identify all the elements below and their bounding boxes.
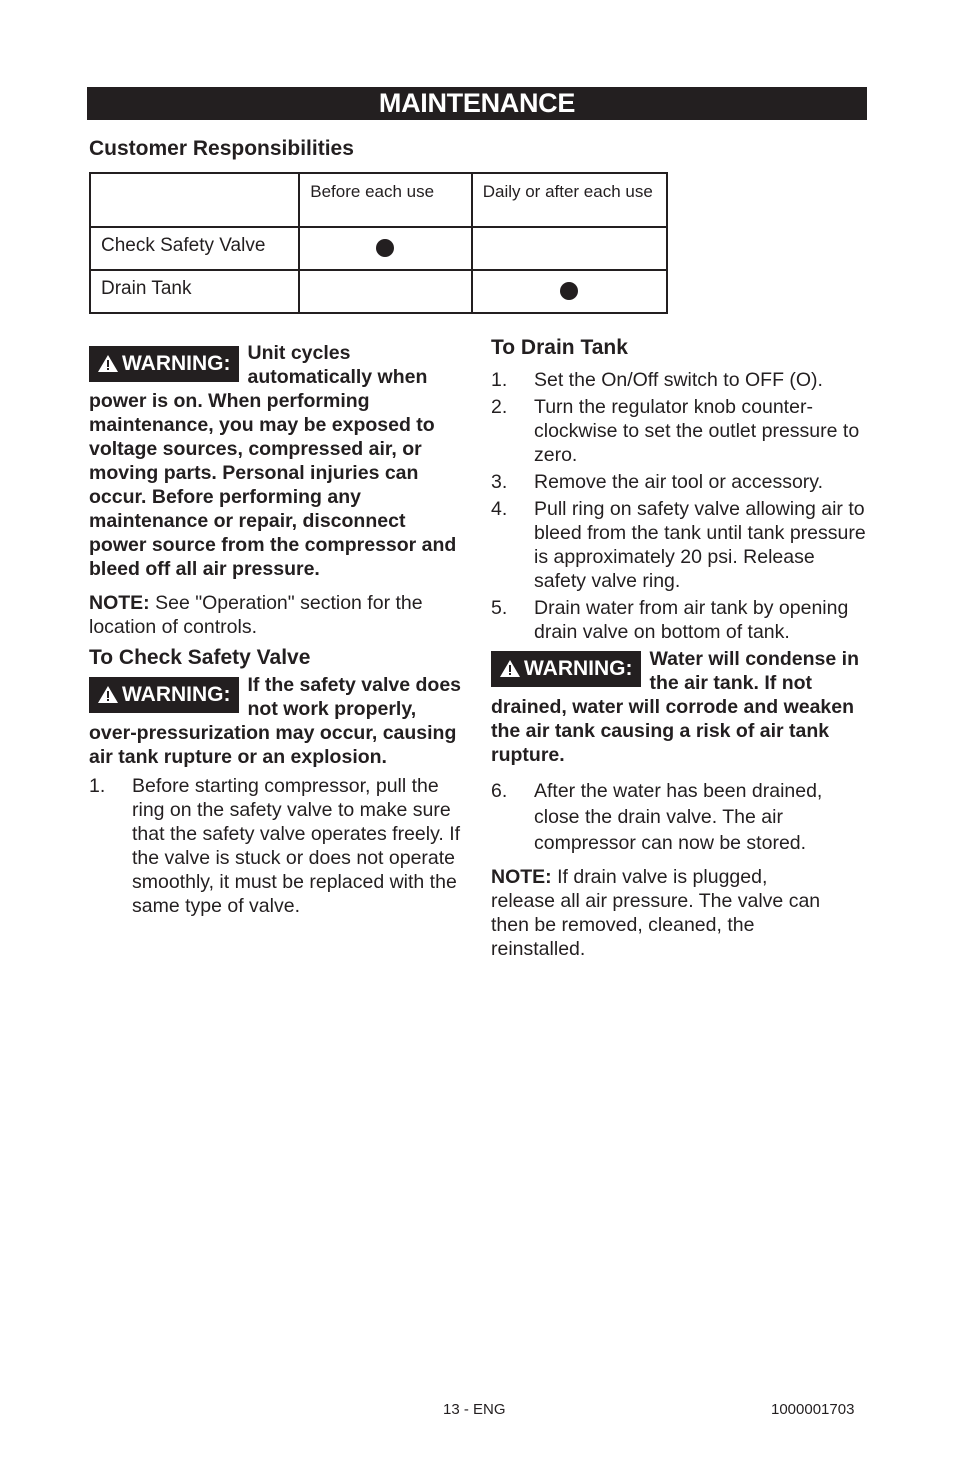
warning-text: not drained, water will corrode and weaken the air tank causing a risk of air tank rupture.: [491, 672, 855, 766]
step-number: 6.: [491, 780, 508, 802]
note-label: NOTE:: [491, 866, 552, 888]
warning-label: WARNING:: [524, 657, 633, 680]
warning-general: [89, 341, 464, 581]
list-item: [89, 774, 464, 918]
list-item: [491, 395, 869, 467]
note-controls: [89, 591, 464, 639]
warning-text: properly, over-pressurization may occur, causing air tank rupture or an explosion.: [89, 698, 457, 768]
step-number: 1.: [89, 775, 106, 797]
warning-text: power is on. When performing maintenance, you may be exposed to voltage sources, compressed air, or moving parts. Personal injuries can occur. Before performing any maintenance or repair, disconnect power source from the compressor and bleed off all air pressure.: [89, 390, 457, 580]
step-text: Turn the regulator knob counter-clockwise to set the outlet pressure to zero.: [534, 396, 860, 466]
warning-triangle-icon: [97, 354, 119, 373]
warning-lead: Unit cycles automatically when: [247, 342, 428, 388]
warning-label: WARNING:: [122, 683, 231, 706]
table-cell-daily: [472, 270, 667, 313]
right-column: [491, 336, 869, 961]
table-row: [90, 227, 667, 270]
table-row-label: Drain Tank: [90, 270, 299, 313]
warning-label: WARNING:: [122, 352, 231, 375]
note-text: If drain valve is plugged, release all air pressure. The valve can then be removed, cleaned, the reinstalled.: [491, 866, 821, 960]
document-number: 1000001703: [771, 1401, 855, 1418]
drain-tank-steps-after: [491, 778, 869, 856]
note-label: NOTE:: [89, 592, 150, 614]
table-header-cell: Before each use: [299, 173, 471, 227]
list-item: [491, 778, 869, 856]
list-item: [491, 368, 869, 392]
table-header-cell: [90, 173, 299, 227]
step-text: Pull ring on safety valve allowing air to bleed from the tank until tank pressure is approximately 20 psi. Release safety valve ring.: [534, 498, 866, 592]
table-row-label: Check Safety Valve: [90, 227, 299, 270]
warning-triangle-icon: [499, 659, 521, 678]
note-text: See "Operation" section for the location of controls.: [89, 592, 423, 638]
step-number: 2.: [491, 396, 508, 418]
warning-condensation: [491, 647, 869, 767]
table-header-cell: Daily or after each use: [472, 173, 667, 227]
table-cell-daily: [472, 227, 667, 270]
responsibilities-table: [89, 172, 668, 314]
table-row: [90, 270, 667, 313]
step-number: 4.: [491, 498, 508, 520]
filled-circle-icon: [560, 282, 578, 300]
step-text: Before starting compressor, pull the ring on the safety valve to make sure that the safety valve operates freely. If the valve is stuck or does not operate smoothly, it must be replaced with the same type of valve.: [132, 775, 461, 917]
drain-tank-steps: [491, 368, 869, 644]
warning-safety-valve: [89, 673, 464, 769]
safety-valve-steps: [89, 774, 464, 918]
list-item: [491, 497, 869, 593]
page-number: 13 - ENG: [443, 1401, 506, 1418]
page-title: MAINTENANCE: [87, 87, 867, 120]
step-number: 5.: [491, 597, 508, 619]
warning-lead: Water will condense in the air tank. If: [649, 648, 859, 694]
step-text: Remove the air tool or accessory.: [534, 471, 824, 493]
warning-badge: [89, 346, 239, 382]
warning-lead: If the safety valve does not work: [247, 674, 462, 720]
warning-badge: [491, 651, 641, 687]
drain-tank-heading: To Drain Tank: [491, 336, 628, 359]
step-text: Drain water from air tank by opening drain valve on bottom of tank.: [534, 597, 849, 643]
table-cell-before-each-use: [299, 227, 471, 270]
left-column: [89, 341, 464, 921]
list-item: [491, 470, 869, 494]
step-text: Set the On/Off switch to OFF (O).: [534, 369, 823, 391]
filled-circle-icon: [376, 239, 394, 257]
warning-triangle-icon: [97, 685, 119, 704]
note-drain-valve: [491, 865, 836, 961]
step-number: 1.: [491, 369, 508, 391]
step-text: After the water has been drained, close the drain valve. The air compressor can now be stored.: [534, 780, 823, 854]
customer-responsibilities-heading: Customer Responsibilities: [89, 137, 354, 160]
list-item: [491, 596, 869, 644]
step-number: 3.: [491, 471, 508, 493]
table-cell-before-each-use: [299, 270, 471, 313]
warning-badge: [89, 677, 239, 713]
table-header-row: [90, 173, 667, 227]
check-safety-valve-heading: To Check Safety Valve: [89, 646, 311, 669]
